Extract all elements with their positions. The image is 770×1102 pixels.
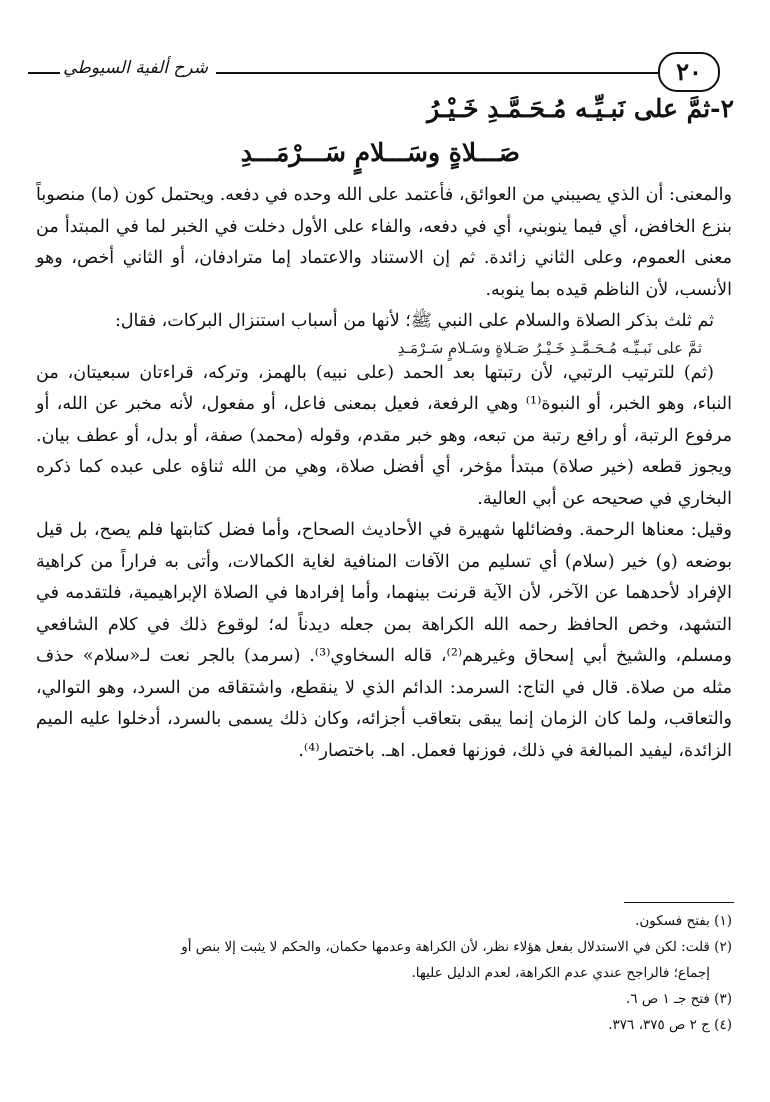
footnote-4: (٤) ج ٢ ص ٣٧٥، ٣٧٦. — [608, 1017, 732, 1033]
running-title: شرح ألفية السيوطي — [63, 58, 208, 78]
body-text — [36, 180, 732, 767]
page-number: ٢٠ — [658, 52, 720, 92]
footnote-3: (٣) فتح جـ ١ ص ٦. — [626, 991, 732, 1007]
body-paragraph-4: وقيل: معناها الرحمة. وفضائلها شهيرة في الأحاديث الصحاح، وأما فضل كتابتها فلم يصح، بل قيل بوضعه (و) خير (سلام) أي تسليم من الآفات المنافية لغاية الكمالات، وأتى به فراراً من كراهية الإفراد لأحدهما عن الآخر، لأن الآية قرنت بينهما، وأما إفرادها في الصلاة الإبراهيمية، فلتقدمه في التشهد، وخص الحافظ رحمه الله الكراهة بمن جعله ديدناً له؛ لوقوع ذلك في كلام الشافعي ومسلم، والشيخ أبي إسحاق وغيرهم⁽²⁾، قاله السخاوي⁽³⁾. (سرمد) بالجر نعت لـ«سلام» حذف مثله من صلاة. قال في التاج: السرمد: الدائم الذي لا ينقطع، واشتقاقه من السرد، وهو التوالي، والتعاقب، ولما كان الزمان إنما يبقى بتعاقب أجزائه، وكان ذلك يسمى بالسرد، أدخلوا عليه الميم الزائدة، ليفيد المبالغة في ذلك، فوزنها فعمل. اهـ. باختصار⁽⁴⁾. — [36, 520, 732, 761]
verse-line-1: ٢-ثمَّ على نَبـيِّـه مُـحَـمَّـدِ خَـيْـرُ — [427, 94, 734, 123]
inline-verse: ثمَّ على نَبـيِّـه مُـحَـمَّـدِ خَـيْـرُ صَـلاةٍ وسَـلامٍ سَـرْمَـدِ — [397, 338, 702, 357]
footnote-2: (٢) قلت: لكن في الاستدلال بفعل هؤلاء نظر، لأن الكراهة وعدمها حكمان، والحكم لا يثبت إلا بنص أو — [181, 939, 732, 955]
footnotes — [36, 908, 732, 1038]
footnote-1: (١) بفتح فسكون. — [635, 913, 732, 929]
header-rule-left — [28, 72, 60, 74]
body-paragraph-2: ثم ثلث بذكر الصلاة والسلام على النبي ﷺ؛ لأنها من أسباب استنزال البركات، فقال: — [114, 311, 714, 331]
footnote-separator — [624, 902, 734, 903]
footnote-2-continued: إجماع؛ فالراجح عندي عدم الكراهة، لعدم الدليل عليها. — [411, 965, 710, 981]
verse-line-2: صَـــلاةٍ وسَـــلامٍ سَـــرْمَـــدِ — [240, 138, 520, 167]
page-header — [28, 50, 748, 94]
body-paragraph-3: (ثم) للترتيب الرتبي، لأن رتبتها بعد الحمد (على نبيه) بالهمز، وتركه، قراءتان سبعيتان، من النباء، وهو الخبر، أو النبوة⁽¹⁾ وهي الرفعة، فعيل بمعنى فاعل، أو مفعول، لأنه مخبر عن الله، أو مرفوع الرتبة، أو رافع رتبة من تبعه، وهو خبر مقدم، وقوله (محمد) صفة، أو بدل، أو عطف بيان. ويجوز قطعه (خير صلاة) مبتدأ مؤخر، أي أفضل صلاة، وهي من الله ثناؤه على عبده كما ذكره البخاري في صحيحه عن أبي العالية. — [36, 362, 732, 509]
header-rule-right — [216, 72, 660, 74]
body-paragraph-1: والمعنى: أن الذي يصيبني من العوائق، فأعتمد على الله وحده في دفعه. ويحتمل كون (ما) منصوباً بنزع الخافض، أي فيما ينوبني، أي في دفعه، والفاء على الأول دخلت في الخبر لما في المبتدأ من معنى العموم، وعلى الثاني زائدة. ثم إن الاستناد والاعتماد إما مترادفان، أو الثاني أخص، وهو الأنسب، لأن الناظم قيده بما ينوبه. — [36, 185, 733, 300]
